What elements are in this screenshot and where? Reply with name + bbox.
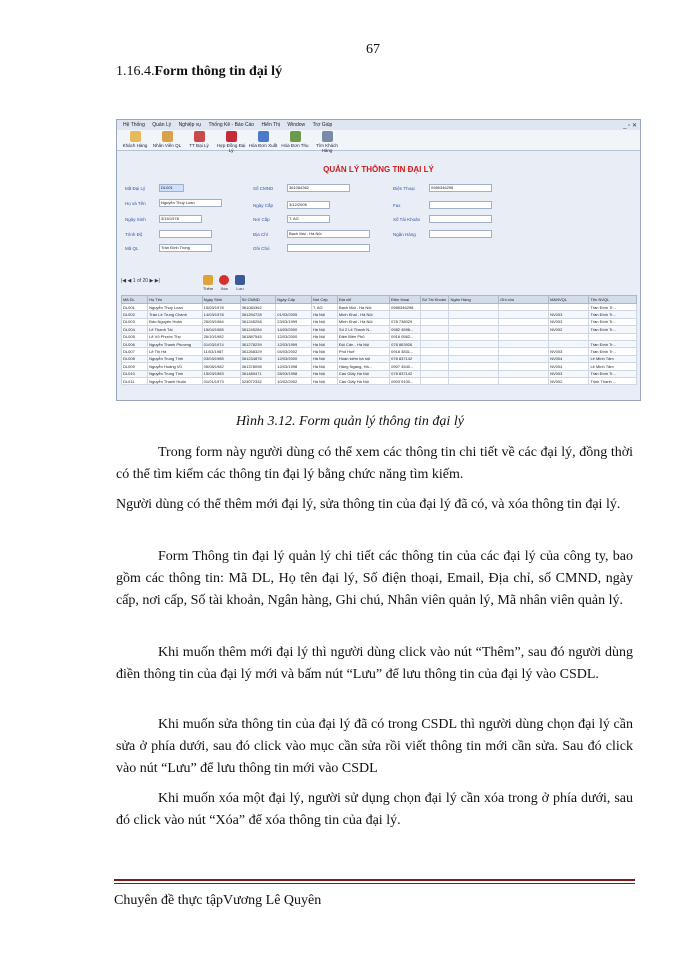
grid-cell[interactable]: Nguyễn Trung Tính [148,355,203,362]
name-field[interactable]: Nguyễn Thuý Loan [159,199,222,207]
grid-cell[interactable]: NV003 [549,370,589,377]
figure-caption: Hình 3.12. Form quản lý thông tin đại lý [236,414,464,429]
grid-cell[interactable]: 0985346298 [390,304,421,311]
grid-cell[interactable] [499,311,549,318]
grid-cell[interactable]: Trần Đình Tr... [589,318,637,325]
field-label: Ngày Cấp [253,203,274,208]
address-field[interactable]: Bạch Mai - Hà Nội [287,230,370,238]
grid-cell[interactable]: 14/03/1978 [202,311,240,318]
grid-cell[interactable] [390,311,421,318]
toolbar [117,130,640,151]
footer-rule [114,883,635,884]
field-label: Mã Đại Lý [125,186,146,191]
grid-cell[interactable]: NV003 [549,348,589,355]
grid-cell[interactable] [499,363,549,370]
fax-field[interactable] [429,201,492,209]
add-icon [203,275,213,285]
grid-cell[interactable]: DL007 [122,348,148,355]
window-controls-icon[interactable]: _ ▫ ✕ [623,123,637,129]
menu-item[interactable]: Quản Lý [152,122,172,128]
grid-cell[interactable]: Hàng Ngang, Hà... [337,363,389,370]
grid-cell[interactable]: NV003 [549,311,589,318]
grid-cell[interactable]: 0903 9100... [390,377,421,384]
grid-cell[interactable]: 11/03/1987 [202,348,240,355]
grid-cell[interactable] [499,348,549,355]
grid-cell[interactable]: 01/01/1973 [202,377,240,384]
menu-bar [117,120,640,130]
grid-cell[interactable]: Nguyễn Thanh Phương [148,340,203,347]
grid-cell[interactable] [449,370,499,377]
grid-cell[interactable]: NV004 [549,355,589,362]
grid-cell[interactable]: 078 837142 [390,370,421,377]
agent-id-field[interactable]: DL001 [159,184,184,192]
grid-cell[interactable]: 01/03/2005 [276,311,312,318]
grid-column-header[interactable]: Địa chỉ [337,296,389,304]
table-row[interactable] [122,370,637,377]
grid-cell[interactable]: Trần Đình Tr... [589,370,637,377]
grid-column-header[interactable]: Họ Tên [148,296,203,304]
grid-column-header[interactable]: Số CMND [240,296,276,304]
section-heading [116,64,282,80]
grid-cell[interactable]: 23/03/1999 [276,318,312,325]
field-label: Fax [393,203,401,208]
grid-cell[interactable]: 361294728 [240,311,276,318]
menu-item[interactable]: Nghiệp vụ [178,122,202,128]
grid-cell[interactable]: Lê Võ Phước Thọ [148,333,203,340]
grid-cell[interactable] [449,304,499,311]
grid-cell[interactable]: Đào Nguyên Hoàn [148,318,203,325]
field-label: Điện Thoại [393,186,415,191]
grid-cell[interactable]: Cầu Giấy Hà Nội [337,370,389,377]
grid-cell[interactable]: 0918 0562... [390,333,421,340]
table-row[interactable] [122,340,637,347]
grid-column-header[interactable]: Ngày Cấp [276,296,312,304]
grid-cell[interactable] [449,355,499,362]
paragraph: Form Thông tin đại lý quản lý chi tiết các thông tin của các đại lý của công ty, bao gồm các thông tin: Mã DL, Họ tên đại lý, Số điện thoại, Email, Địa chỉ, số CMND, ngày cấp, nơi cấp, Số tài khoản, Ngân hàng, Ghi chú, Nhân viên quản lý, Mã nhân viên quản lý. [116,549,633,608]
field-label: Ghi Chú [253,246,270,251]
birthdate-picker[interactable]: 3/15/1978 [159,215,202,223]
grid-cell[interactable]: Trần Đình Tr... [589,304,637,311]
grid-cell[interactable]: Số 2 Lê Thanh N... [337,326,389,333]
grid-cell[interactable] [589,333,637,340]
grid-cell[interactable]: 361268329 [240,348,276,355]
table-row[interactable] [122,318,637,325]
field-label: Họ và Tên [125,201,146,206]
grid-cell[interactable]: Hà Nội [311,355,337,362]
grid-column-header[interactable]: Điện thoại [390,296,421,304]
table-row[interactable] [122,333,637,340]
grid-cell[interactable]: 078 837142 [390,355,421,362]
grid-cell[interactable]: DL008 [122,355,148,362]
grid-cell[interactable]: Hà Nội [311,311,337,318]
menu-item[interactable]: Window [287,122,306,128]
menu-item[interactable]: Hiển Thị [261,122,280,128]
grid-cell[interactable]: DL009 [122,363,148,370]
receipt-icon [290,131,301,142]
search-icon [322,131,333,142]
grid-column-header[interactable]: MANVQL [549,296,589,304]
grid-cell[interactable]: Đội Cấn - Hà Nội [337,340,389,347]
grid-cell[interactable] [499,318,549,325]
field-label: Mã QL [125,246,139,251]
grid-cell[interactable]: Lê Minh Tâm [589,363,637,370]
contract-button[interactable]: Hợp Đồng Đại Lý [215,130,247,153]
record-total: of 20 [136,278,149,284]
grid-cell[interactable]: Nguyễn Thanh Huấn [148,377,203,384]
grid-cell[interactable] [420,340,448,347]
grid-cell[interactable]: DL004 [122,326,148,333]
grid-cell[interactable]: Điện Biên Phủ [337,333,389,340]
grid-cell[interactable] [420,311,448,318]
paragraph: Người dùng có thể thêm mới đại lý, sửa thông tin của đại lý đã có, và xóa thông tin đại lý. [116,497,621,512]
grid-cell[interactable]: NV002 [549,377,589,384]
grid-cell[interactable]: 361234876 [240,355,276,362]
grid-cell[interactable]: 361278239 [240,340,276,347]
grid-cell[interactable]: Hà Nội [311,363,337,370]
grid-cell[interactable]: DL001 [122,304,148,311]
grid-cell[interactable]: 15/03/1978 [202,304,240,311]
grid-cell[interactable] [449,318,499,325]
paragraph: Khi muốn thêm mới đại lý thì người dùng click vào nút “Thêm”, sau đó người dùng điền thông tin của đại lý mới và bấm nút “Lưu” để lưu thông tin của đại lý vào CSDL. [116,645,633,682]
grid-cell[interactable]: Trần Đình Tr... [589,311,637,318]
grid-cell[interactable]: DL002 [122,311,148,318]
grid-cell[interactable]: 28/03/1998 [276,370,312,377]
grid-cell[interactable]: Hà Nội [311,326,337,333]
record-navigator[interactable]: |◀ ◀ 1 of 20 ▶ ▶| [121,278,160,284]
agent-icon [194,131,205,142]
invoice-icon [258,131,269,142]
section-number: 1.16.4. [116,64,155,79]
grid-cell[interactable]: Lê Minh Tâm [589,355,637,362]
grid-cell[interactable]: 14/03/2000 [276,326,312,333]
grid-cell[interactable]: T. AG [311,304,337,311]
grid-cell[interactable] [420,348,448,355]
grid-cell[interactable] [449,363,499,370]
grid-cell[interactable] [549,304,589,311]
table-row[interactable] [122,311,637,318]
grid-cell[interactable]: 10/02/2002 [276,377,312,384]
grid-cell[interactable] [499,377,549,384]
paragraph: Trong form này người dùng có thể xem các thông tin chi tiết về các đại lý, đồng thời có thể tìm kiếm các thông tin đại lý bằng chức năng tìm kiếm. [116,445,633,482]
phone-field[interactable]: 0985346298 [429,184,492,192]
menu-item[interactable]: Thống Kê - Báo Cáo [208,122,255,128]
grid-cell[interactable]: Hà Nội [311,370,337,377]
grid-cell[interactable]: 0907 4540... [390,363,421,370]
note-field[interactable] [287,244,370,252]
grid-cell[interactable]: 0982 4598... [390,326,421,333]
grid-cell[interactable]: Trần Đình Tr... [589,326,637,333]
grid-cell[interactable]: DL011 [122,377,148,384]
grid-cell[interactable]: 361245258 [240,318,276,325]
table-row[interactable] [122,348,637,355]
grid-cell[interactable]: Trần Lê Trung Chánh [148,311,203,318]
grid-cell[interactable] [420,363,448,370]
form-screenshot [116,119,641,401]
field-label: Ngày Sinh [125,217,146,222]
grid-cell[interactable]: 12/03/1999 [276,340,312,347]
page-number: 67 [366,42,380,57]
grid-cell[interactable] [449,348,499,355]
grid-cell[interactable]: 078 738029 [390,318,421,325]
grid-cell[interactable]: 26/10/1982 [202,333,240,340]
grid-cell[interactable]: NV002 [549,326,589,333]
footer-rule [114,879,635,881]
grid-column-header[interactable]: Ngày Sinh [202,296,240,304]
grid-cell[interactable]: Minh Khai - Hà Nội [337,311,389,318]
grid-cell[interactable]: 078 863926 [390,340,421,347]
grid-column-header[interactable]: Nơi Cấp [311,296,337,304]
manager-select[interactable]: Trần Đình Trọng [159,244,212,252]
field-label: Số CMND [253,186,274,191]
form-title: QUẢN LÝ THÔNG TIN ĐẠI LÝ [323,165,434,174]
menu-item[interactable]: Hệ Thống [123,122,145,128]
grid-cell[interactable]: Hà Nội [311,348,337,355]
save-button[interactable]: Lưu [233,274,247,291]
account-number-field[interactable] [429,215,492,223]
find-customer-button[interactable]: Tìm Khách Hàng [311,130,343,153]
export-invoice-button[interactable]: Hóa Đơn Xuất [247,130,279,148]
issue-date-picker[interactable]: 3/12/2005 [287,201,330,209]
grid-cell[interactable] [420,377,448,384]
grid-cell[interactable] [420,326,448,333]
grid-cell[interactable] [420,318,448,325]
grid-cell[interactable]: 04/03/2002 [276,348,312,355]
grid-cell[interactable]: Hà Nội [311,318,337,325]
grid-cell[interactable] [449,333,499,340]
grid-cell[interactable]: Nguyễn Hoàng Vũ [148,363,203,370]
grid-cell[interactable]: NV003 [549,318,589,325]
section-title: Form thông tin đại lý [154,64,283,79]
grid-cell[interactable]: Phố Huế [337,348,389,355]
grid-cell[interactable] [499,355,549,362]
issue-place-field[interactable]: T. AG [287,215,330,223]
table-row[interactable] [122,355,637,362]
field-label: Số Tài Khoản [393,217,421,222]
grid-cell[interactable]: Trần Đình Tr... [589,340,637,347]
grid-cell[interactable] [499,304,549,311]
field-label: Nơi Cấp [253,217,270,222]
grid-cell[interactable] [276,304,312,311]
grid-column-header[interactable]: Mã DL [122,296,148,304]
grid-column-header[interactable]: Ngân Hàng [449,296,499,304]
grid-cell[interactable]: DL010 [122,370,148,377]
grid-column-header[interactable]: Tên NVQL [589,296,637,304]
grid-cell[interactable] [499,340,549,347]
field-label: Ngân Hàng [393,232,416,237]
grid-column-header[interactable]: Số Tài Khoản [420,296,448,304]
grid-cell[interactable] [499,370,549,377]
grid-cell[interactable]: 12/03/2000 [276,355,312,362]
grid-cell[interactable]: Hà Nội [311,340,337,347]
grid-cell[interactable] [420,355,448,362]
id-number-field[interactable]: 361084362 [287,184,350,192]
grid-cell[interactable]: Trịnh Thanh ... [589,377,637,384]
grid-cell[interactable]: Bạch Mai - Hà Nội [337,304,389,311]
education-field[interactable] [159,230,212,238]
grid-cell[interactable] [420,333,448,340]
grid-cell[interactable] [449,377,499,384]
grid-cell[interactable] [420,304,448,311]
grid-cell[interactable] [549,340,589,347]
grid-cell[interactable]: Minh Khai - Hà Nội [337,318,389,325]
grid-cell[interactable]: 03/03/1985 [202,355,240,362]
grid-cell[interactable]: 12/03/2000 [276,333,312,340]
grid-cell[interactable]: Hà Nội [311,333,337,340]
grid-cell[interactable] [499,333,549,340]
grid-cell[interactable]: 15/03/1983 [202,370,240,377]
grid-cell[interactable]: 361084362 [240,304,276,311]
table-row[interactable] [122,377,637,384]
grid-cell[interactable]: 361480471 [240,370,276,377]
contract-icon [226,131,237,142]
footer-text: Chuyên đề thực tậpVương Lê Quyên [114,893,322,908]
manager-icon [162,131,173,142]
add-button[interactable]: Thêm [201,274,215,291]
grid-cell[interactable] [449,340,499,347]
grid-cell[interactable]: DL006 [122,340,148,347]
menu-item[interactable]: Trợ Giúp [312,122,333,128]
grid-cell[interactable]: NV004 [549,363,589,370]
save-icon [235,275,245,285]
grid-cell[interactable]: Nguyễn Thuý Loan [148,304,203,311]
delete-button[interactable]: Xóa [217,274,231,291]
table-row[interactable] [122,363,637,370]
grid-cell[interactable]: 324072332 [240,377,276,384]
manager-button[interactable]: Nhân Viên QL [151,130,183,148]
grid-cell[interactable]: 15/04/1985 [202,326,240,333]
customer-button[interactable]: Khách Hàng [119,130,151,148]
grid-cell[interactable]: Nguyễn Trung Tính [148,370,203,377]
grid-cell[interactable]: Lê Thanh Tài [148,326,203,333]
record-position[interactable]: 1 [132,278,136,284]
agent-info-button[interactable]: TT Đại Lý [183,130,215,148]
grid-cell[interactable]: DL005 [122,333,148,340]
grid-cell[interactable]: 01/03/1974 [202,340,240,347]
table-row[interactable] [122,326,637,333]
grid-cell[interactable]: 361378098 [240,363,276,370]
delete-icon [219,275,229,285]
grid-cell[interactable]: Lê Thị Hà [148,348,203,355]
grid-cell[interactable]: Cầu Giấy Hà Nội [337,377,389,384]
grid-cell[interactable]: 12/03/1998 [276,363,312,370]
paragraph: Khi muốn sửa thông tin của đại lý đã có trong CSDL thì người dùng chọn đại lý cần sửa ở phía dưới, sau đó click vào mục cần sửa rồi viết thông tin mới cần sửa. Sau đó click vào nút “Lưu” để lưu thông tin mới vào CSDL [116,717,633,776]
grid-cell[interactable] [420,370,448,377]
receipt-invoice-button[interactable]: Hóa Đơn Thu [279,130,311,148]
grid-cell[interactable] [449,311,499,318]
grid-cell[interactable]: Trần Đình Tr... [589,348,637,355]
grid-cell[interactable]: 361887545 [240,333,276,340]
grid-cell[interactable] [449,326,499,333]
bank-field[interactable] [429,230,492,238]
grid-cell[interactable]: DL003 [122,318,148,325]
table-row[interactable] [122,304,637,311]
grid-cell[interactable] [549,333,589,340]
field-label: Địa Chỉ [253,232,268,237]
grid-cell[interactable]: 361245284 [240,326,276,333]
grid-column-header[interactable]: Ghi chú [499,296,549,304]
field-label: Trình Độ [125,232,143,237]
grid-cell[interactable]: 0918 3831... [390,348,421,355]
grid-cell[interactable]: Hà Nội [311,377,337,384]
grid-cell[interactable] [499,326,549,333]
grid-cell[interactable]: 05/08/1982 [202,363,240,370]
grid-cell[interactable]: Hoàn kiếm hà nội [337,355,389,362]
paragraph: Khi muốn xóa một đại lý, người sử dụng chọn đại lý cần xóa trong ở phía dưới, sau đó click vào nút “Xóa” để xóa thông tin của đại lý. [116,791,633,828]
agent-grid [121,295,637,385]
grid-cell[interactable]: 25/03/1984 [202,318,240,325]
customer-icon [130,131,141,142]
